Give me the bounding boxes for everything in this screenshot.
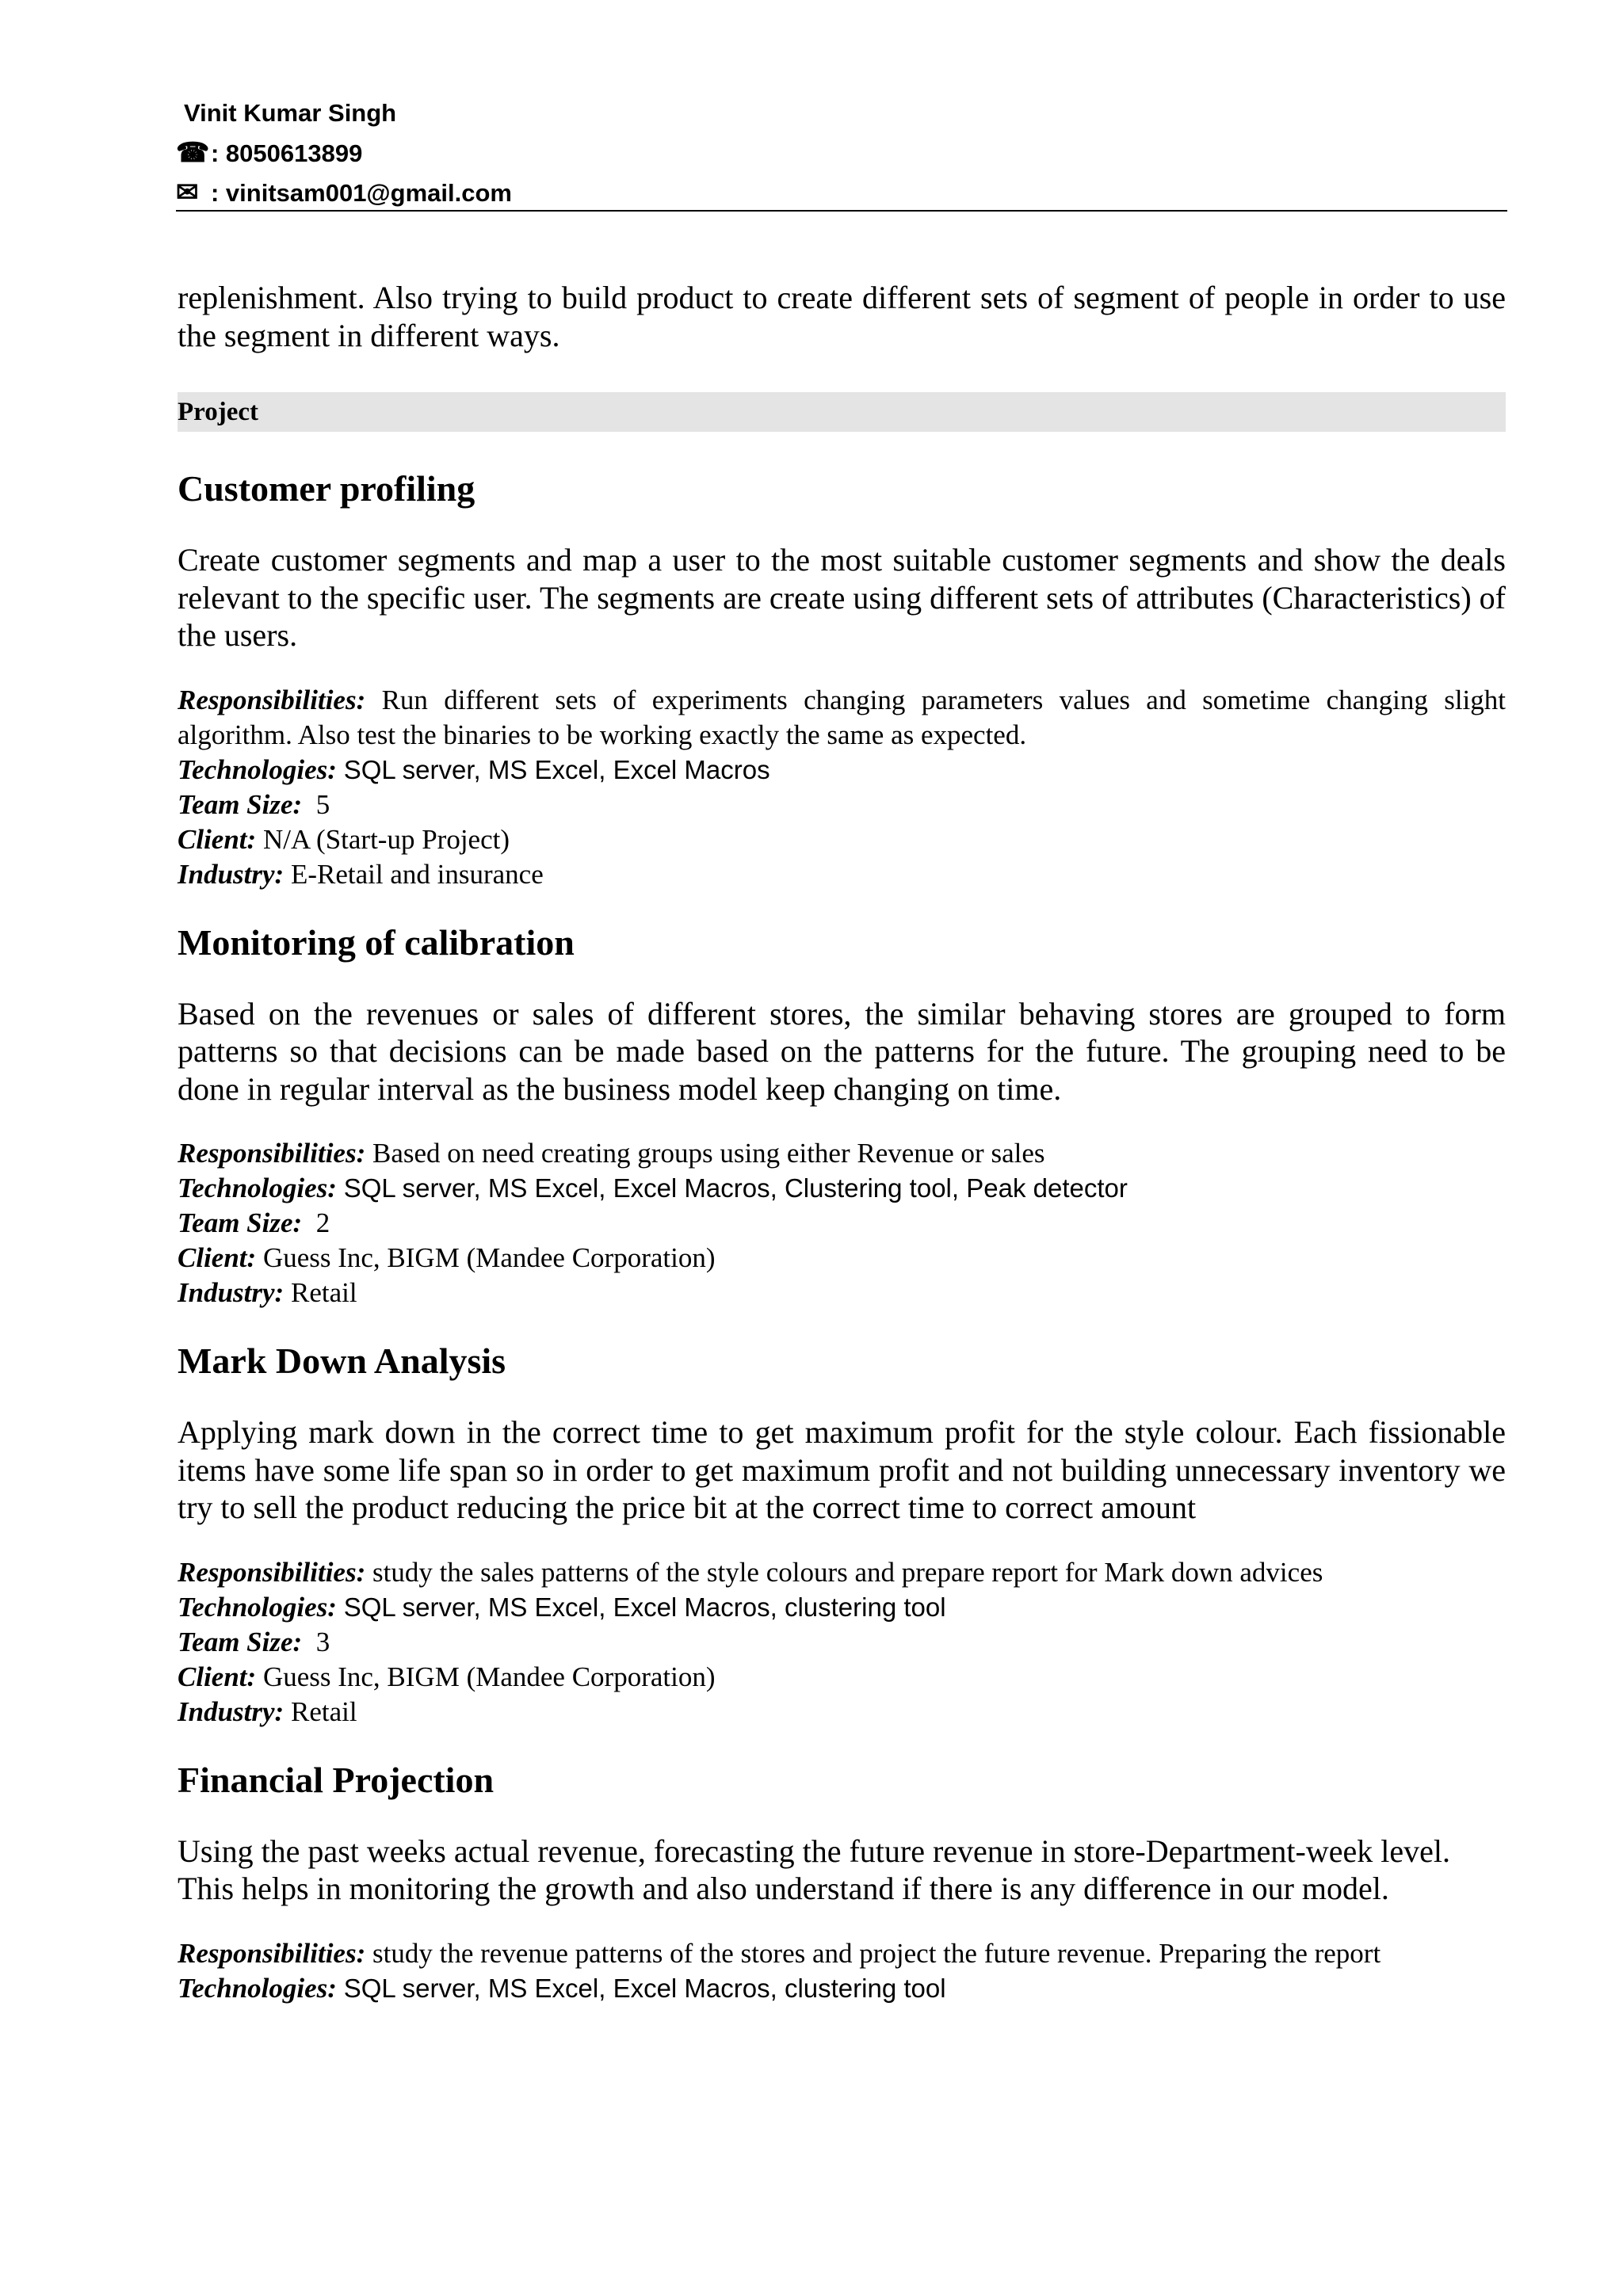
responsibilities-label: Responsibilities: — [178, 684, 366, 715]
project-entry — [178, 1758, 1506, 2006]
industry-value: Retail — [290, 1695, 357, 1727]
phone-line — [176, 133, 1507, 173]
responsibilities-value: Run different sets of experiments changing parameters values and sometime changing slight algorithm. Also test the binaries to be working exactly the same as expected. — [178, 684, 1506, 750]
industry-value: E-Retail and insurance — [290, 858, 544, 890]
technologies-line — [178, 1971, 1506, 2006]
project-entry — [178, 467, 1506, 892]
project-details — [178, 1936, 1506, 2006]
client-line — [178, 1660, 1506, 1695]
team-size-label: Team Size: — [178, 1207, 303, 1238]
technologies-value: SQL server, MS Excel, Excel Macros — [343, 754, 770, 784]
client-value: Guess Inc, BIGM (Mandee Corporation) — [262, 1661, 716, 1692]
industry-label: Industry: — [178, 1695, 285, 1727]
section-title: Project — [178, 398, 258, 426]
intro-paragraph: replenishment. Also trying to build product to create different sets of segment of people in order to use the segment in different ways. — [178, 280, 1506, 353]
client-value: Guess Inc, BIGM (Mandee Corporation) — [262, 1242, 716, 1273]
technologies-label: Technologies: — [178, 1972, 337, 2004]
project-description: Create customer segments and map a user to the most suitable customer segments and show the deals relevant to the specific user. The segments are create using different sets of attributes (Characteristics) of the users. — [178, 542, 1506, 653]
responsibilities-value: Based on need creating groups using either Revenue or sales — [372, 1138, 1045, 1169]
client-label: Client: — [178, 823, 257, 855]
team-size-line — [178, 1625, 1506, 1660]
project-entry — [178, 1339, 1506, 1730]
technologies-line — [178, 753, 1506, 788]
responsibilities-label: Responsibilities: — [178, 1937, 366, 1969]
email-address: : vinitsam001@gmail.com — [211, 179, 512, 207]
industry-line — [178, 857, 1506, 892]
header-divider — [176, 210, 1507, 212]
project-description: Using the past weeks actual revenue, forecasting the future revenue in store-Department-week level. This helps in monitoring the growth and also understand if there is any difference in our model. — [178, 1833, 1450, 1906]
responsibilities-line — [178, 1136, 1506, 1171]
project-details — [178, 683, 1506, 892]
project-description: Based on the revenues or sales of different stores, the similar behaving stores are grouped to form patterns so that decisions can be made based on the patterns for the future. The grouping need to be done in regular interval as the business model keep changing on time. — [178, 995, 1506, 1107]
client-label: Client: — [178, 1661, 257, 1692]
responsibilities-label: Responsibilities: — [178, 1556, 366, 1588]
project-description: Applying mark down in the correct time to get maximum profit for the style colour. Each fissionable items have some life span so in order to get maximum profit and not building unnecessary inventory we try to sell the product reducing the price bit at the correct time to correct amount — [178, 1414, 1506, 1525]
project-entry — [178, 921, 1506, 1311]
industry-label: Industry: — [178, 1277, 285, 1308]
project-title: Monitoring of calibration — [178, 921, 575, 963]
industry-label: Industry: — [178, 858, 285, 890]
client-line — [178, 1241, 1506, 1276]
responsibilities-value: study the revenue patterns of the stores and project the future revenue. Preparing the report — [372, 1937, 1381, 1969]
client-line — [178, 822, 1506, 857]
project-details — [178, 1136, 1506, 1310]
responsibilities-line — [178, 1555, 1506, 1590]
technologies-line — [178, 1590, 1506, 1625]
candidate-name: Vinit Kumar Singh — [184, 99, 397, 127]
email-line — [176, 173, 1507, 212]
project-title: Customer profiling — [178, 468, 475, 509]
envelope-icon: ✉ — [176, 177, 199, 208]
document-body — [178, 279, 1506, 2006]
technologies-value: SQL server, MS Excel, Excel Macros, clustering tool — [343, 1592, 946, 1622]
team-size-value: 3 — [315, 1626, 330, 1657]
phone-icon: ☎ — [176, 138, 210, 168]
technologies-label: Technologies: — [178, 753, 337, 785]
project-title: Financial Projection — [178, 1759, 495, 1800]
team-size-value: 5 — [315, 788, 330, 820]
project-details — [178, 1555, 1506, 1730]
responsibilities-label: Responsibilities: — [178, 1138, 366, 1169]
industry-line — [178, 1695, 1506, 1730]
technologies-value: SQL server, MS Excel, Excel Macros, Clustering tool, Peak detector — [343, 1173, 1128, 1203]
contact-header — [176, 93, 1507, 212]
section-heading-project — [178, 392, 1506, 432]
client-label: Client: — [178, 1242, 257, 1273]
responsibilities-line — [178, 1936, 1506, 1971]
team-size-line — [178, 788, 1506, 822]
technologies-label: Technologies: — [178, 1591, 337, 1623]
technologies-value: SQL server, MS Excel, Excel Macros, clustering tool — [343, 1973, 946, 2003]
project-title: Mark Down Analysis — [178, 1341, 506, 1381]
responsibilities-line — [178, 683, 1506, 753]
client-value: N/A (Start-up Project) — [262, 823, 510, 855]
technologies-line — [178, 1171, 1506, 1206]
industry-line — [178, 1276, 1506, 1310]
phone-number: : 8050613899 — [211, 139, 363, 167]
team-size-value: 2 — [315, 1207, 330, 1238]
team-size-label: Team Size: — [178, 788, 303, 820]
team-size-line — [178, 1206, 1506, 1241]
team-size-label: Team Size: — [178, 1626, 303, 1657]
responsibilities-value: study the sales patterns of the style colours and prepare report for Mark down advices — [372, 1556, 1323, 1588]
technologies-label: Technologies: — [178, 1173, 337, 1203]
industry-value: Retail — [290, 1277, 357, 1308]
